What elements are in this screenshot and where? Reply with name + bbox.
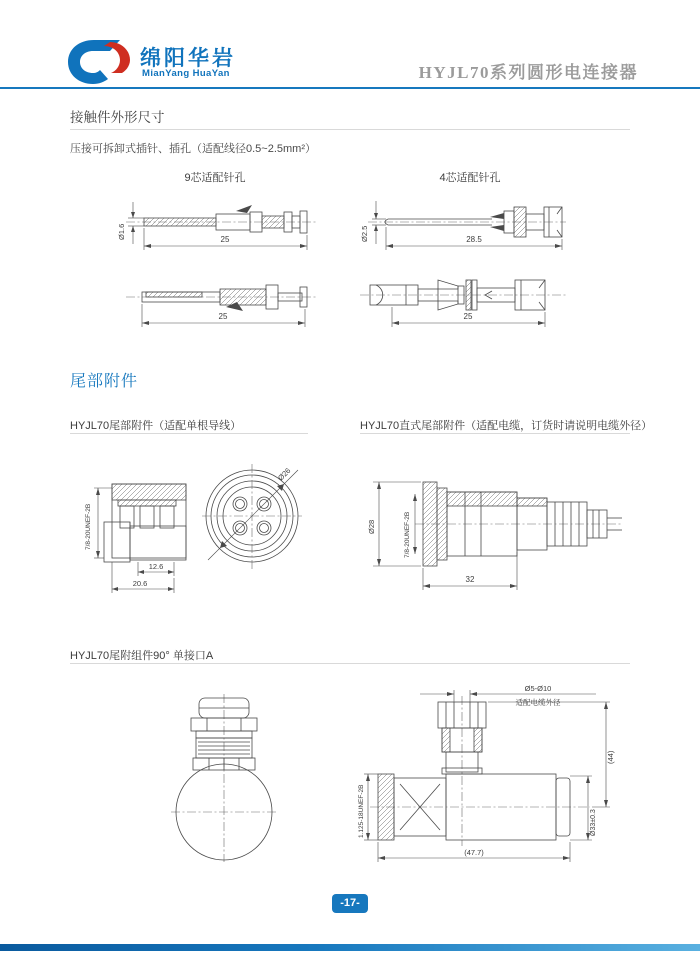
single-wire-backshell-drawing: [78, 448, 200, 600]
single-wire-inner-dim: 12.6: [148, 562, 164, 571]
pin9-caption: 9芯适配针孔: [184, 172, 246, 184]
single-wire-outer-dim: 20.6: [132, 579, 148, 588]
pin4-length-dim: 28.5: [466, 235, 482, 244]
single-wire-divider: [70, 433, 308, 434]
elbow-length-dim: (47.7): [464, 848, 484, 857]
company-logo-icon: [64, 37, 134, 87]
straight-length-dim: 32: [465, 575, 475, 584]
socket4-length-dim: 25: [463, 312, 473, 321]
socket4-contact-drawing: [340, 263, 570, 335]
elbow-cable-range-dim: Ø5-Ø10: [524, 684, 552, 693]
elbow-top-view-drawing: [163, 692, 285, 864]
contacts-section-divider: [70, 129, 630, 130]
pin4-diameter-dim: Ø2.5: [360, 225, 369, 242]
straight-divider: [360, 433, 630, 434]
tail-section-title: 尾部附件: [70, 373, 139, 390]
single-wire-face-dia: Ø26: [276, 466, 293, 483]
socket9-contact-drawing: [100, 265, 320, 337]
straight-dia-dim: Ø28: [367, 519, 376, 534]
elbow-height-dim: (44): [606, 750, 615, 764]
straight-backshell-drawing: [365, 448, 627, 600]
header-divider: [0, 87, 700, 89]
elbow-side-view-drawing: [358, 678, 642, 870]
contacts-section-title: 接触件外形尺寸: [70, 110, 165, 125]
pin9-diameter-dim: Ø1.6: [117, 223, 126, 240]
straight-caption: HYJL70直式尾部附件（适配电缆，订货时请说明电缆外径）: [360, 420, 653, 432]
socket9-length-dim: 25: [218, 312, 228, 321]
single-wire-face-drawing: [198, 452, 310, 574]
single-wire-caption: HYJL70尾部附件（适配单根导线）: [70, 420, 242, 432]
pin9-length-dim: 25: [220, 235, 230, 244]
footer-bar: [0, 944, 700, 951]
elbow-caption: HYJL70尾附组件90° 单接口A: [70, 650, 214, 662]
elbow-body-dia-dim: Ø33±0.3: [590, 809, 597, 836]
elbow-thread-label: 1.125-18UNEF-2B: [358, 784, 365, 838]
document-title: HYJL70系列圆形电连接器: [418, 63, 638, 82]
page-number-badge: -17-: [332, 894, 368, 913]
pin4-contact-drawing: [340, 192, 570, 260]
company-name-cn: 绵阳华岩: [140, 47, 236, 70]
straight-thread-label: 7/8-20UNEF-2B: [404, 511, 411, 558]
pin4-caption: 4芯适配针孔: [439, 172, 501, 184]
company-name-en: MianYang HuaYan: [142, 68, 230, 79]
elbow-divider: [70, 663, 630, 664]
single-wire-thread-label: 7/8-20UNEF-2B: [85, 503, 92, 550]
elbow-cable-note: 适配电缆外径: [515, 698, 561, 707]
pin9-contact-drawing: [100, 192, 320, 260]
contacts-description: 压接可拆卸式插针、插孔（适配线径0.5~2.5mm²）: [70, 143, 316, 155]
